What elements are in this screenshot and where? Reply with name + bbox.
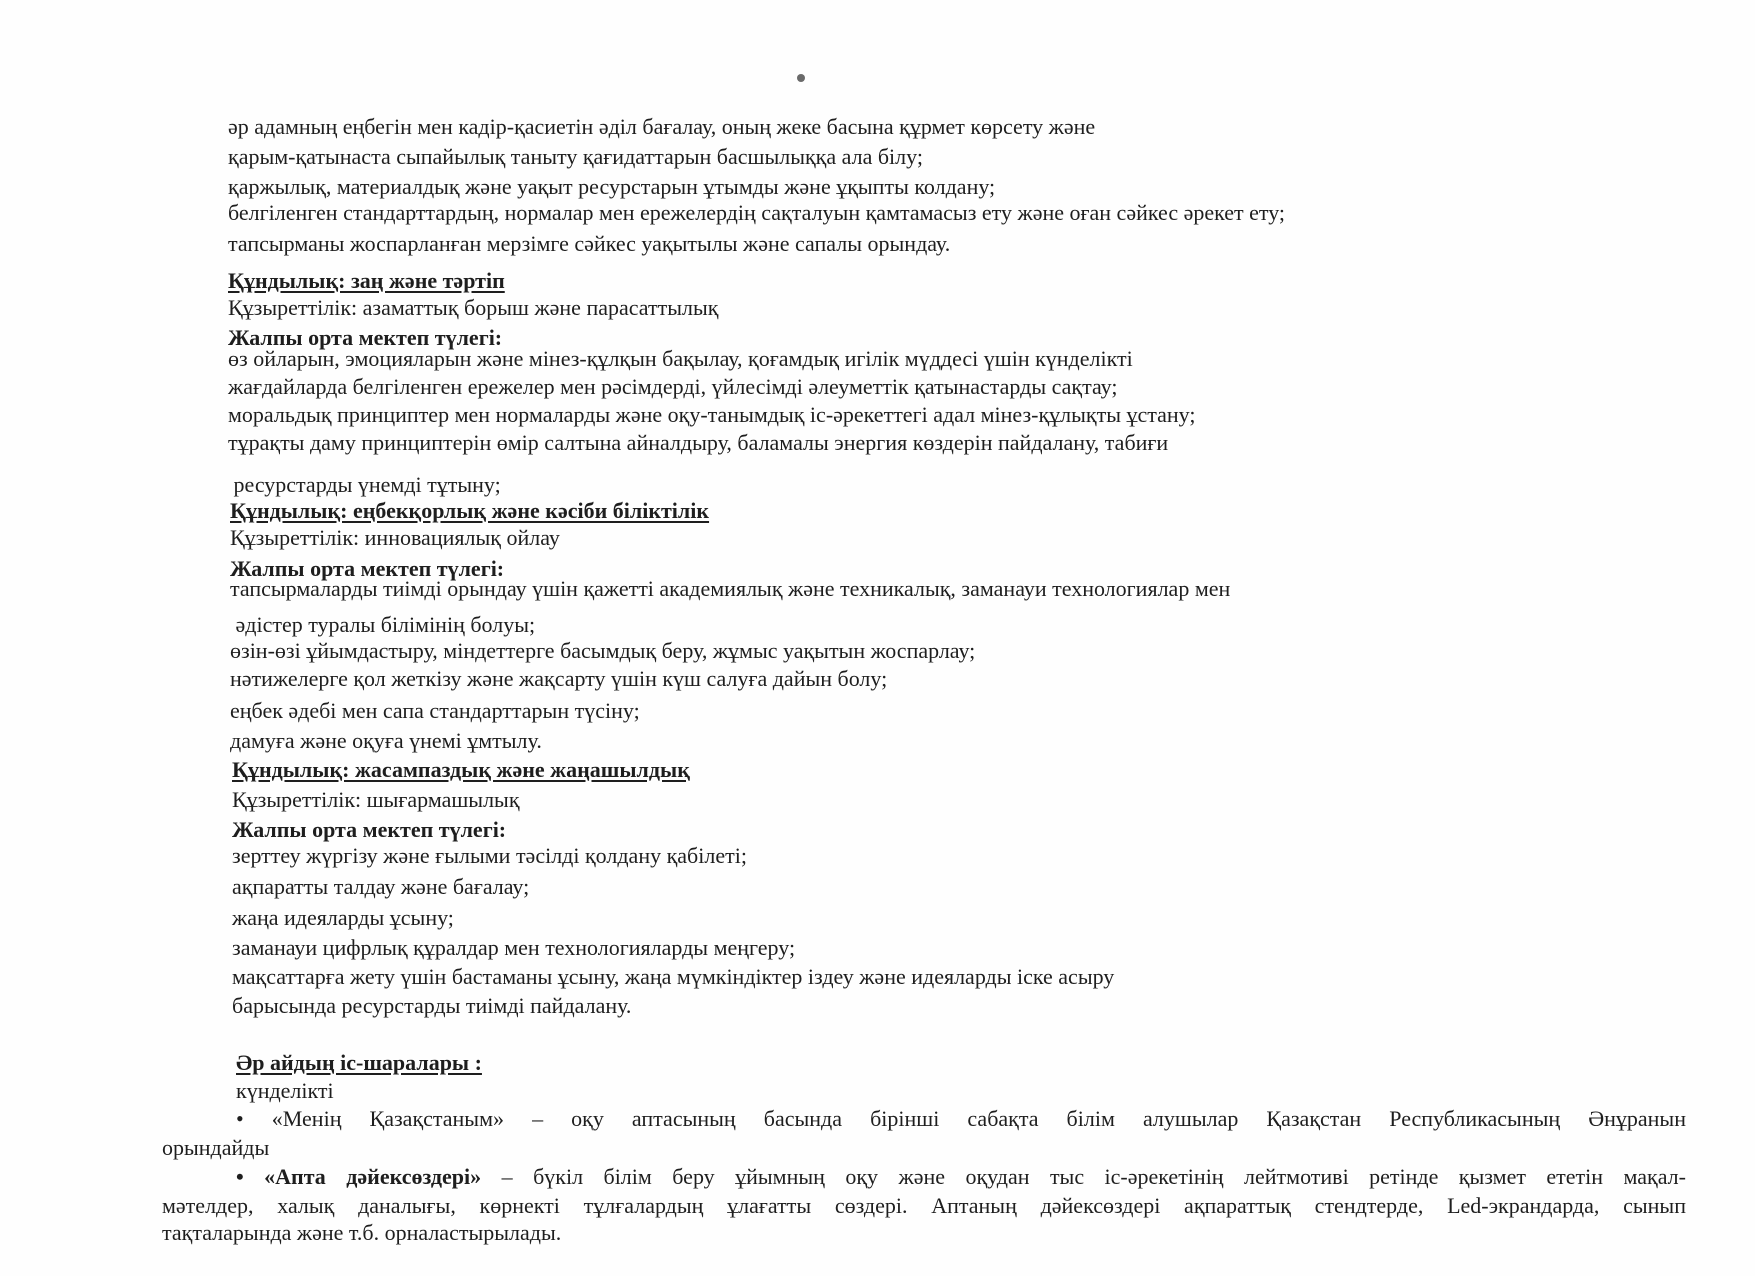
text-line: моральдық принциптер мен нормаларды және оқу-танымдық іс-әрекеттегі адал мінез-құлықты ұстану; (228, 402, 1196, 427)
competence-line: Құзыреттілік: шығармашылық (232, 787, 520, 812)
text-line: барысында ресурстарды тиімді пайдалану. (232, 993, 632, 1018)
section-heading: Құндылық: заң және тәртіп (228, 268, 505, 293)
text-line: белгіленген стандарттардың, нормалар мен ережелердің сақталуын қамтамасыз ету және оған сәйкес әрекет ету; (228, 200, 1286, 225)
event-item-line: тақталарында және т.б. орналастырылады. (162, 1220, 562, 1245)
text-line: қарым-қатынаста сыпайылық таныту қағидаттарын басшылыққа ала білу; (228, 144, 923, 169)
event-item-title: • «Апта дәйексөздері» (236, 1164, 482, 1189)
text-line: жаңа идеяларды ұсыну; (232, 905, 454, 930)
text-line: тапсырмаларды тиімді орындау үшін қажетті академиялық және техникалық, заманауи технологиялар мен (230, 576, 1231, 601)
competence-line: Құзыреттілік: азаматтық борыш және парасаттылық (228, 295, 719, 320)
text-line: өзін-өзі ұйымдастыру, міндеттерге басымдық беру, жұмыс уақытын жоспарлау; (230, 638, 976, 663)
text-line: еңбек әдебі мен сапа стандарттарын түсіну; (230, 698, 640, 723)
event-item-line (236, 1163, 1686, 1192)
text-line: қаржылық, материалдық және уақыт ресурстарын ұтымды және ұқыпты колдану; (228, 174, 996, 199)
text-line: жағдайларда белгіленген ережелер мен рәсімдерді, үйлесімді әлеуметтік қатынастарды сақтау; (228, 374, 1118, 399)
scan-speck (797, 74, 805, 82)
text-line: дамуға және оқуға үнемі ұмтылу. (230, 728, 542, 753)
section-heading: Құндылық: еңбекқорлық және кәсіби біліктілік (230, 498, 710, 523)
text-line: тұрақты даму принциптерін өмір салтына айналдыру, баламалы энергия көздерін пайдалану, табиғи (228, 430, 1169, 455)
text-line: нәтижелерге қол жеткізу және жақсарту үшін күш салуға дайын болу; (230, 666, 888, 691)
event-item-line: мәтелдер, халық даналығы, көрнекті тұлғалардың ұлағатты сөздері. Аптаның дәйексөздері ақпараттық стендтерде, Led-экрандарда, сынып (162, 1193, 1686, 1218)
text-line: тапсырманы жоспарланған мерзімге сәйкес уақытылы және сапалы орындау. (228, 231, 951, 256)
graduate-label: Жалпы орта мектеп түлегі: (232, 817, 507, 842)
event-item-line: орындайды (162, 1135, 270, 1160)
events-heading: Әр айдың іс-шаралары : (236, 1050, 482, 1075)
text-line: зерттеу жүргізу және ғылыми тәсілді қолдану қабілеті; (232, 843, 747, 868)
text-line: әдістер туралы білімінің болуы; (230, 612, 536, 637)
text-line: әр адамның еңбегін мен кадір-қасиетін әділ бағалау, оның жеке басына құрмет көрсету және (228, 114, 1096, 139)
text-line: өз ойларын, эмоцияларын және мінез-құлқын бақылау, қоғамдық игілік мүддесі үшін күнделікті (228, 346, 1133, 371)
section-heading: Құндылық: жасампаздық және жаңашылдық (232, 757, 690, 782)
text-line: ресурстарды үнемді тұтыну; (228, 472, 501, 497)
competence-line: Құзыреттілік: инновациялық ойлау (230, 525, 560, 550)
event-item-line: • «Менің Қазақстаным» – оқу аптасының басында бірінші сабақта білім алушылар Қазақстан Республикасының Әнұранын (236, 1106, 1686, 1131)
graduate-label: Жалпы орта мектеп түлегі: (228, 325, 503, 350)
events-daily: күнделікті (236, 1078, 334, 1103)
text-line: мақсаттарға жету үшін бастаманы ұсыну, жаңа мүмкіндіктер іздеу және идеяларды іске асыру (232, 964, 1115, 989)
text-line: заманауи цифрлық құралдар мен технологияларды меңгеру; (232, 935, 796, 960)
event-item-text: – бүкіл білім беру ұйымның оқу және оқудан тыс іс-әрекетінің лейтмотиві ретінде қызмет ететін мақал- (481, 1164, 1686, 1189)
graduate-label: Жалпы орта мектеп түлегі: (230, 556, 505, 581)
text-line: ақпаратты талдау және бағалау; (232, 874, 530, 899)
